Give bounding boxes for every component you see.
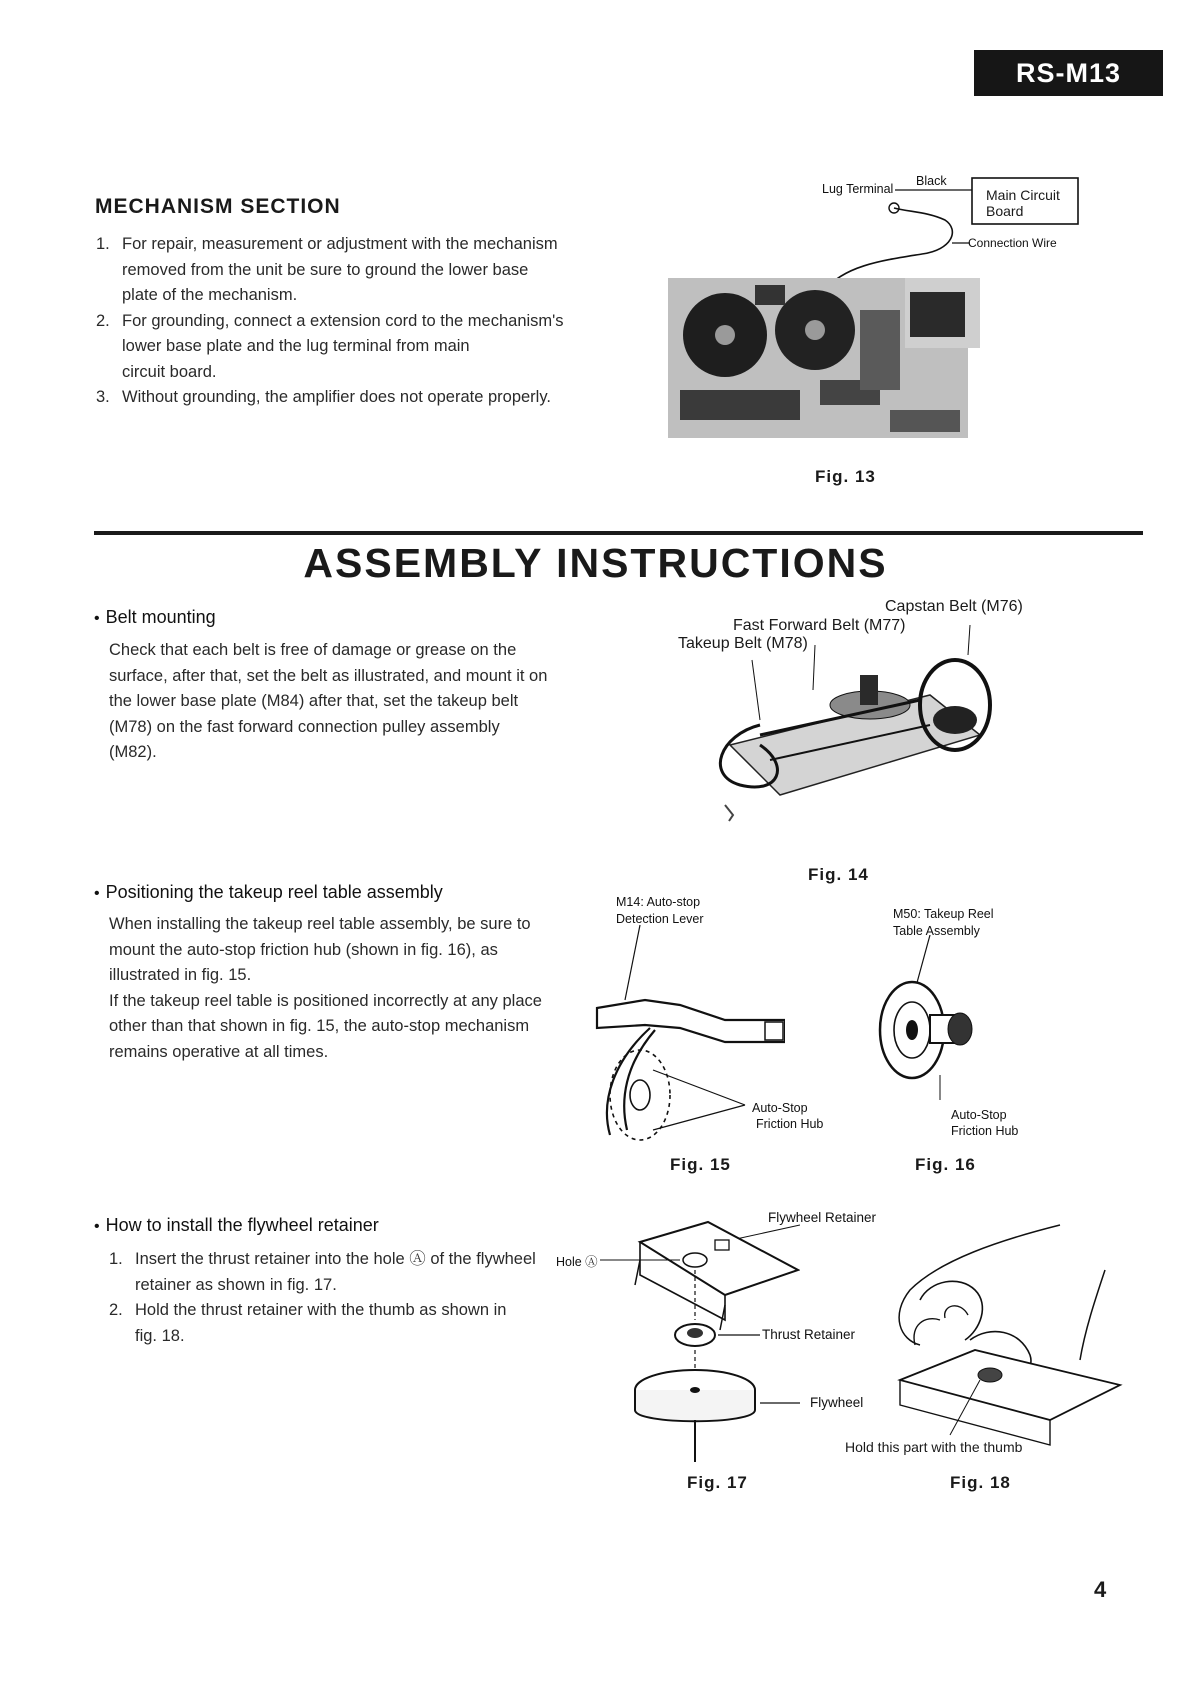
fig15-label: Fig. 15: [670, 1155, 731, 1174]
fig17-label: Fig. 17: [687, 1473, 748, 1492]
flywheel-retainer-plate: [640, 1222, 798, 1295]
section-divider: [94, 531, 1143, 535]
flywheel-steps: [109, 1247, 569, 1349]
reel-table-heading: • Positioning the takeup reel table assembly: [94, 882, 443, 903]
belt-mounting-text: Check that each belt is free of damage or grease on the surface, after that, set the belt as illustrated, and mount it on the lower base plate (M84) after that, set the takeup belt (M78) on the fast forward connection pulley assembly (M82).: [109, 641, 548, 761]
main-circuit-board-label: Main Circuit Board: [986, 187, 1060, 219]
mechanism-step: 3. Without grounding, the amplifier does not operate properly.: [96, 388, 551, 406]
hand-outline: [899, 1225, 1060, 1345]
mechanism-step: 1. For repair, measurement or adjustment with the mechanism removed from the unit be sure to ground the lower base plate of the mechanism.: [96, 235, 558, 304]
connection-wire-line: [825, 208, 952, 290]
fig13-label: Fig. 13: [815, 467, 876, 486]
m50-label: M50: Takeup Reel Table Assembly: [893, 907, 994, 938]
flywheel-label: Flywheel: [810, 1395, 864, 1410]
fig17-illustration: [600, 1220, 800, 1470]
hole-a-label: Hole Ⓐ: [556, 1255, 598, 1269]
model-badge: RS-M13: [974, 50, 1163, 96]
m14-label: M14: Auto-stop Detection Lever: [616, 895, 704, 926]
flywheel-retainer-label: Flywheel Retainer: [768, 1210, 877, 1225]
black-label: Black: [916, 174, 947, 188]
fig18-illustration: [880, 1220, 1140, 1450]
assembly-title: ASSEMBLY INSTRUCTIONS: [303, 540, 888, 586]
thrust-retainer-label: Thrust Retainer: [762, 1327, 856, 1342]
mechanism-section-title: MECHANISM SECTION: [95, 195, 341, 218]
fig14-label: Fig. 14: [808, 865, 869, 884]
fig16-label: Fig. 16: [915, 1155, 976, 1174]
flywheel-step: 2. Hold the thrust retainer with the thumb as shown in fig. 18.: [109, 1301, 507, 1345]
takeup-belt-label: Takeup Belt (M78): [678, 635, 808, 652]
reel-table-text: When installing the takeup reel table assembly, be sure to mount the auto-stop friction hub (shown in fig. 16), as illustrated in fig. 15. If the takeup reel table is positioned incorrectly at any place other than that shown in fig. 15, the auto-stop mechanism remains operative at all times.: [109, 915, 542, 1061]
fig18-label: Fig. 18: [950, 1473, 1011, 1492]
fig16-autostop-label: Auto-Stop Friction Hub: [951, 1108, 1019, 1138]
capstan-icon: [860, 675, 878, 705]
belt-mounting-heading: • Belt mounting: [94, 607, 216, 628]
fig14-illustration: [700, 625, 1030, 825]
capstan-belt-label: Capstan Belt (M76): [885, 598, 1023, 615]
lug-terminal-label: Lug Terminal: [822, 182, 894, 196]
friction-hub-outline: [610, 1050, 670, 1140]
fast-forward-belt-label: Fast Forward Belt (M77): [733, 617, 906, 634]
mechanism-steps: [96, 232, 656, 411]
flywheel-heading: • How to install the flywheel retainer: [94, 1215, 379, 1236]
retainer-plate-fig18: [900, 1350, 1120, 1420]
fig15-autostop-label: Auto-Stop Friction Hub: [752, 1101, 824, 1131]
mechanism-step: 2. For grounding, connect a extension cord to the mechanism's lower base plate and the lug terminal from main circuit board.: [96, 311, 564, 381]
fig18-caption: Hold this part with the thumb: [845, 1439, 1023, 1455]
page-number: 4: [1094, 1577, 1107, 1602]
connection-wire-label: Connection Wire: [968, 236, 1057, 250]
fig16-illustration: [870, 935, 1020, 1115]
autostop-lever: [597, 1000, 785, 1042]
flywheel-step: 1. Insert the thrust retainer into the hole Ⓐ of the flywheel retainer as shown in fig. 17.: [109, 1250, 536, 1294]
